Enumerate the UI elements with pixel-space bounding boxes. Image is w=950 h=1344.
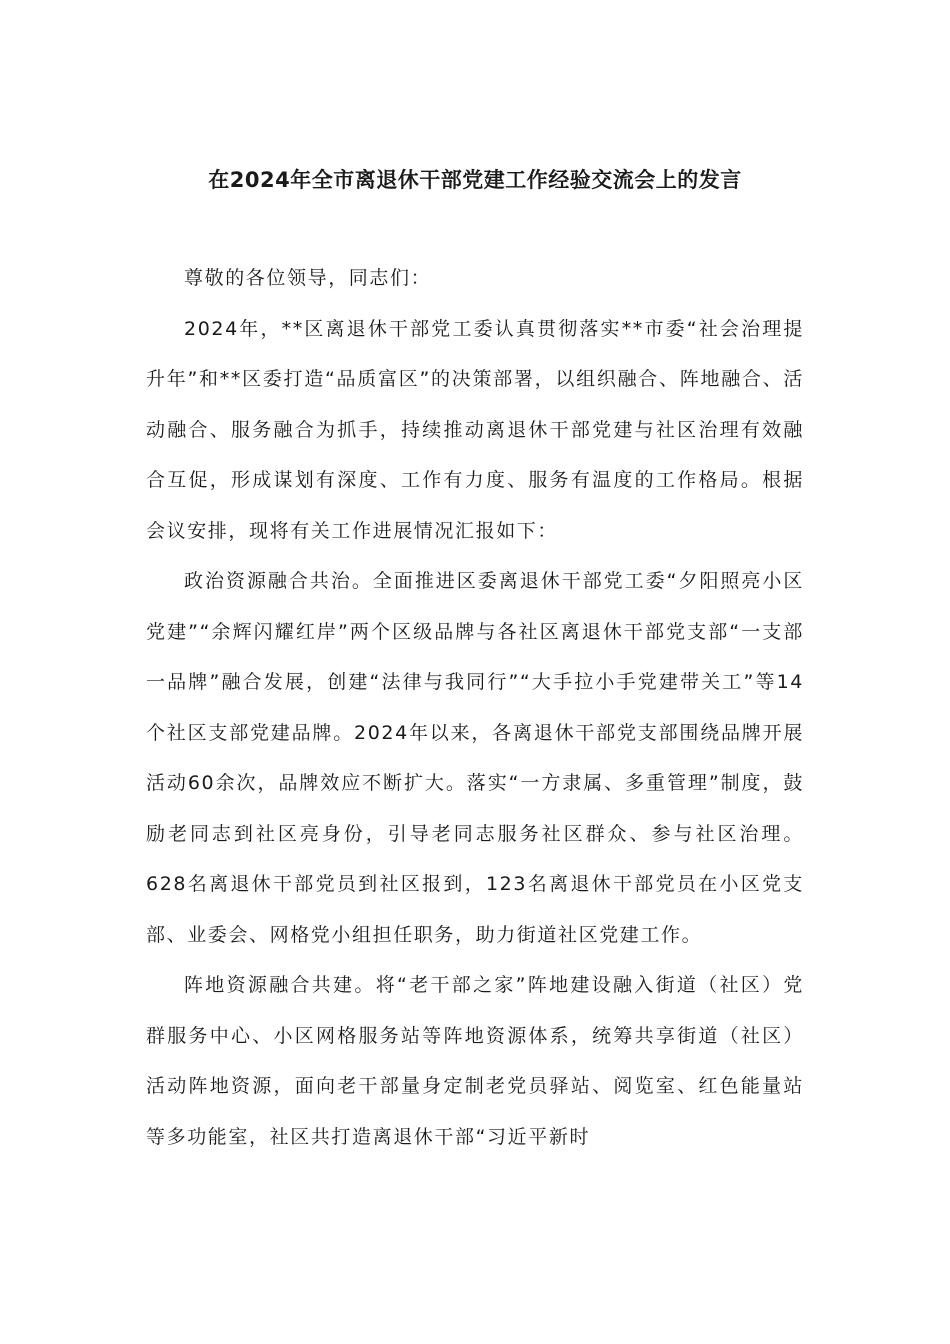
paragraph-political-resources: 政治资源融合共治。全面推进区委离退休干部党工委“夕阳照亮小区党建”“余辉闪耀红岸”两个区级品牌与各社区离退休干部党支部“一支部一品牌”融合发展，创建“法律与我同行”“大手拉小手党建带关工”等14个社区支部党建品牌。2024年以来，各离退休干部党支部围绕品牌开展活动60余次，品牌效应不断扩大。落实“一方隶属、多重管理”制度，鼓励老同志到社区亮身份，引导老同志服务社区群众、参与社区治理。628名离退休干部党员到社区报到，123名离退休干部党员在小区党支部、业委会、网格党小组担任职务，助力街道社区党建工作。 (146, 570, 804, 946)
page-title: 在2024年全市离退休干部党建工作经验交流会上的发言 (208, 168, 742, 192)
document-body (146, 253, 804, 1162)
paragraph-position-resources: 阵地资源融合共建。将“老干部之家”阵地建设融入街道（社区）党群服务中心、小区网格服务站等阵地资源体系，统筹共享街道（社区）活动阵地资源，面向老干部量身定制老党员驿站、阅览室、红色能量站等多功能室，社区共打造离退休干部“习近平新时 (146, 974, 804, 1148)
salutation: 尊敬的各位领导，同志们： (184, 267, 432, 289)
paragraph-intro: 2024年，**区离退休干部党工委认真贯彻落实**市委“社会治理提升年”和**区委打造“品质富区”的决策部署，以组织融合、阵地融合、活动融合、服务融合为抓手，持续推动离退休干部党建与社区治理有效融合互促，形成谋划有深度、工作有力度、服务有温度的工作格局。根据会议安排，现将有关工作进展情况汇报如下： (146, 317, 804, 542)
